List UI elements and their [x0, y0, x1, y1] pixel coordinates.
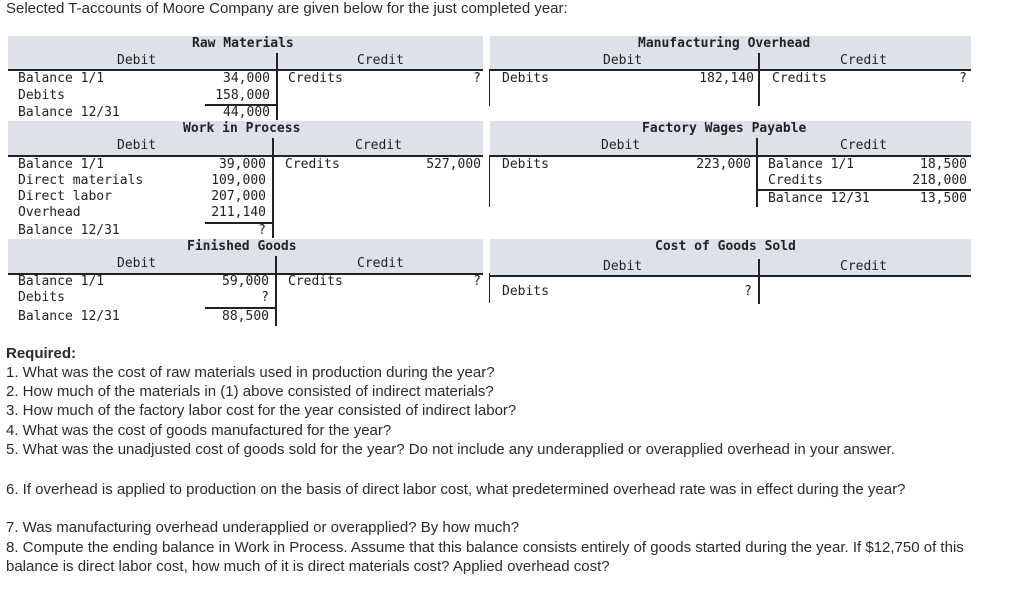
account-title: Work in Process: [183, 121, 301, 136]
question-4: 4. What was the cost of goods manufactured for the year?: [6, 422, 392, 439]
entry-label: Credits: [768, 173, 823, 188]
credit-heading: Credit: [840, 259, 887, 274]
question-3: 3. How much of the factory labor cost for the year consisted of indirect labor?: [6, 402, 517, 419]
entry-amount: 88,500: [222, 309, 269, 324]
entry-amount: 207,000: [211, 189, 266, 204]
entry-label: Direct materials: [18, 173, 144, 188]
column-separator: [489, 273, 490, 303]
question-5: 5. What was the unadjusted cost of goods sold for the year? Do not include any underapplied or overapplied overhead in your answer.: [6, 441, 895, 458]
required-heading: Required:: [6, 345, 77, 362]
entry-label: Debits: [502, 284, 549, 299]
entry-label: Direct labor: [18, 189, 112, 204]
entry-label: Credits: [285, 157, 340, 172]
account-title: Raw Materials: [192, 36, 294, 51]
question-6: 6. If overhead is applied to production on the basis of direct labor cost, what predetermined overhead rate was in effect during the year?: [6, 481, 906, 498]
debit-heading: Debit: [117, 138, 157, 153]
question-8: 8. Compute the ending balance in Work in Process. Assume that this balance consists entirely of goods started during the year. If $12,750 of this balance is direct labor cost, how much of it is direct materials cost? Applied overhead cost?: [6, 539, 964, 575]
entry-amount: 109,000: [211, 173, 266, 188]
t-vertical-line: [756, 138, 758, 207]
debit-heading: Debit: [603, 259, 643, 274]
account-title: Factory Wages Payable: [642, 121, 807, 136]
entry-amount: 34,000: [223, 71, 270, 86]
entry-amount: 59,000: [222, 274, 269, 289]
entry-amount: ?: [258, 223, 266, 238]
entry-label: Overhead: [18, 205, 81, 220]
credit-heading: Credit: [355, 138, 402, 153]
entry-amount: 218,000: [912, 173, 967, 188]
t-vertical-line: [758, 53, 760, 106]
debit-heading: Debit: [117, 53, 157, 68]
debit-heading: Debit: [603, 53, 643, 68]
entry-amount: 182,140: [699, 71, 754, 86]
credit-heading: Credit: [357, 53, 404, 68]
entry-label: Balance 1/1: [18, 274, 105, 289]
entry-amount: 13,500: [920, 191, 967, 206]
debit-heading: Debit: [117, 256, 157, 271]
column-separator: [489, 155, 490, 207]
entry-label: Credits: [288, 71, 343, 86]
entry-amount: 18,500: [920, 157, 967, 172]
entry-label: Balance 12/31: [18, 105, 120, 120]
entry-label: Balance 1/1: [18, 71, 105, 86]
entry-label: Debits: [18, 88, 65, 103]
entry-label: Credits: [288, 274, 343, 289]
entry-label: Credits: [772, 71, 827, 86]
entry-label: Balance 12/31: [768, 191, 870, 206]
entry-amount: 211,140: [211, 205, 266, 220]
entry-label: Debits: [502, 71, 549, 86]
entry-amount: 527,000: [426, 157, 481, 172]
entry-amount: 39,000: [219, 157, 266, 172]
entry-amount: 223,000: [696, 157, 751, 172]
account-title: Manufacturing Overhead: [638, 36, 811, 51]
account-title: Cost of Goods Sold: [655, 239, 796, 254]
column-separator: [489, 69, 490, 106]
t-vertical-line: [275, 256, 277, 326]
entry-label: Balance 12/31: [18, 223, 120, 238]
credit-heading: Credit: [840, 53, 887, 68]
t-vertical-line: [276, 53, 278, 120]
entry-amount: ?: [959, 71, 967, 86]
entry-amount: ?: [473, 274, 481, 289]
entry-amount: ?: [261, 290, 269, 305]
intro-text: Selected T-accounts of Moore Company are given below for the just completed year:: [6, 0, 568, 17]
entry-label: Debits: [502, 157, 549, 172]
credit-heading: Credit: [840, 138, 887, 153]
question-1: 1. What was the cost of raw materials used in production during the year?: [6, 364, 495, 381]
entry-amount: ?: [744, 284, 752, 299]
question-2: 2. How much of the materials in (1) above consisted of indirect materials?: [6, 383, 494, 400]
t-horizontal-line: [490, 275, 971, 277]
debit-heading: Debit: [601, 138, 641, 153]
credit-heading: Credit: [357, 256, 404, 271]
t-vertical-line: [758, 259, 760, 304]
entry-amount: ?: [473, 71, 481, 86]
entry-amount: 158,000: [215, 88, 270, 103]
question-7: 7. Was manufacturing overhead underapplied or overapplied? By how much?: [6, 519, 520, 536]
entry-amount: 44,000: [223, 105, 270, 120]
entry-label: Debits: [18, 290, 65, 305]
entry-label: Balance 12/31: [18, 309, 120, 324]
account-title: Finished Goods: [187, 239, 297, 254]
entry-label: Balance 1/1: [768, 157, 855, 172]
entry-label: Balance 1/1: [18, 157, 105, 172]
